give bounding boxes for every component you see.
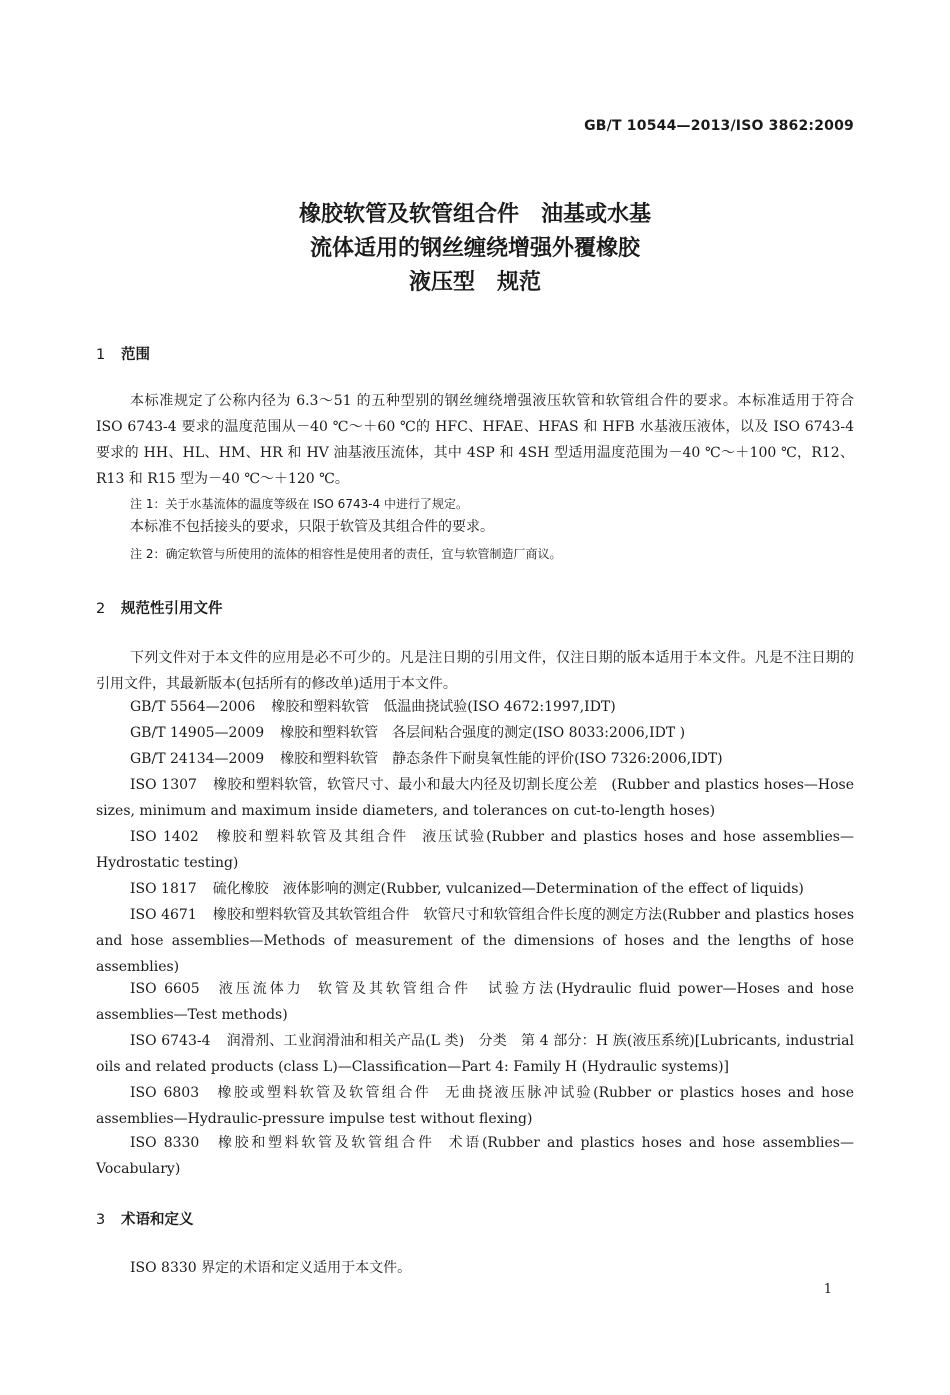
reference-cn-title: 橡胶和塑料软管及软管组合件	[215, 1135, 435, 1151]
reference-rest: 低温曲挠试验(ISO 4672:1997,IDT)	[383, 699, 616, 715]
reference-code: GB/T 24134—2009	[130, 751, 265, 767]
section-1-heading	[96, 343, 150, 364]
page-number: 1	[823, 1282, 832, 1297]
section-1-number: 1	[96, 347, 106, 363]
reference-rest: 液体影响的测定(Rubber, vulcanized—Determination of the effect of liquids)	[282, 881, 804, 897]
section-3-title: 术语和定义	[121, 1212, 194, 1228]
section-1-note-1: 注 1：关于水基流体的温度等级在 ISO 6743-4 中进行了规定。	[130, 497, 468, 511]
reference-rest: 液压试验(Rubber and plastics hoses and hose assemblies—Hydrostatic testing)	[96, 829, 854, 871]
reference-cn-title: 橡胶和塑料软管	[280, 751, 379, 767]
reference-rest: 软管及其软管组合件 试验方法(Hydraulic fluid power—Hoses and hose assemblies—Test methods)	[96, 981, 854, 1023]
title-line-1: 橡胶软管及软管组合件 油基或水基	[298, 202, 651, 227]
reference-item	[96, 720, 854, 746]
reference-cn-title: 橡胶和塑料软管	[271, 699, 370, 715]
section-3-number: 3	[96, 1212, 106, 1228]
reference-code: ISO 1402	[130, 829, 199, 845]
reference-code: ISO 6743-4	[130, 1033, 211, 1049]
reference-cn-title: 润滑剂、工业润滑油和相关产品(L 类) 分类	[226, 1033, 507, 1049]
reference-rest: 术语(Rubber and plastics hoses and hose assemblies—Vocabulary)	[96, 1135, 854, 1177]
reference-item	[96, 694, 854, 720]
reference-rest: 无曲挠液压脉冲试验(Rubber or plastics hoses and hose assemblies—Hydraulic-pressure impulse test without flexing)	[96, 1085, 855, 1127]
document-title	[0, 198, 950, 300]
reference-item	[96, 976, 854, 1028]
standard-number: GB/T 10544—2013/ISO 3862:2009	[584, 118, 854, 134]
reference-item	[96, 902, 854, 980]
reference-rest: 各层间粘合强度的测定(ISO 8033:2006,IDT )	[392, 725, 686, 741]
title-line-2: 流体适用的钢丝缠绕增强外覆橡胶	[309, 236, 640, 261]
reference-code: ISO 8330	[130, 1135, 200, 1151]
title-line-3: 液压型 规范	[408, 270, 541, 295]
reference-code: ISO 1817	[130, 881, 197, 897]
reference-code: GB/T 5564—2006	[130, 699, 256, 715]
reference-rest: 第 4 部分：H 族(液压系统)[Lubricants, industrial oils and related products (class L)—Classification—Part 4: Family H (Hydraulic systems)]	[96, 1033, 854, 1075]
reference-code: ISO 6605	[130, 981, 200, 997]
section-3-heading	[96, 1208, 194, 1229]
reference-item	[96, 1028, 854, 1080]
reference-cn-title: 橡胶和塑料软管及其软管组合件	[212, 907, 410, 923]
reference-cn-title: 橡胶或塑料软管及软管组合件	[215, 1085, 432, 1101]
reference-rest: (Rubber and plastics hoses—Hose sizes, minimum and maximum inside diameters, and tolerances on cut-to-length hoses)	[96, 777, 855, 819]
reference-item	[96, 746, 854, 772]
reference-rest: 静态条件下耐臭氧性能的评价(ISO 7326:2006,IDT)	[392, 751, 723, 767]
reference-cn-title: 橡胶和塑料软管，软管尺寸、最小和最大内径及切割长度公差	[212, 777, 598, 793]
section-1-paragraph-2: 本标准不包括接头的要求，只限于软管及其组合件的要求。	[130, 519, 494, 535]
reference-code: ISO 4671	[130, 907, 197, 923]
reference-item	[96, 824, 854, 876]
reference-code: ISO 6803	[130, 1085, 200, 1101]
reference-item	[96, 1080, 854, 1132]
reference-item	[96, 876, 854, 902]
reference-code: GB/T 14905—2009	[130, 725, 265, 741]
section-2-intro: 下列文件对于本文件的应用是必不可少的。凡是注日期的引用文件，仅注日期的版本适用于本文件。凡是不注日期的引用文件，其最新版本(包括所有的修改单)适用于本文件。	[96, 650, 854, 692]
reference-cn-title: 橡胶和塑料软管	[280, 725, 379, 741]
reference-code: ISO 1307	[130, 777, 197, 793]
section-2-heading	[96, 597, 223, 618]
reference-cn-title: 橡胶和塑料软管及其组合件	[214, 829, 409, 845]
section-2-title: 规范性引用文件	[121, 601, 223, 617]
reference-rest: 软管尺寸和软管组合件长度的测定方法(Rubber and plastics hoses and hose assemblies—Methods of measurement of the dimensions of hoses and the lengths of hose assemblies)	[96, 907, 855, 975]
section-2-number: 2	[96, 601, 106, 617]
section-1-note-2: 注 2：确定软管与所使用的流体的相容性是使用者的责任，宜与软管制造厂商议。	[130, 547, 562, 561]
reference-cn-title: 硫化橡胶	[212, 881, 269, 897]
section-1-paragraph-1: 本标准规定了公称内径为 6.3～51 的五种型别的钢丝缠绕增强液压软管和软管组合件的要求。本标准适用于符合 ISO 6743-4 要求的温度范围从－40 ℃～＋60 ℃的 HFC、HFAE、HFAS 和 HFB 水基液压液体，以及 ISO 6743-4 要求的 HH、HL、HM、HR 和 HV 油基液压流体，其中 4SP 和 4SH 型适用温度范围为－40 ℃～＋100 ℃，R12、R13 和 R15 型为－40 ℃～＋120 ℃。	[96, 393, 854, 487]
reference-item	[96, 1130, 854, 1182]
section-1-title: 范围	[121, 347, 150, 363]
reference-cn-title: 液压流体力	[215, 981, 304, 997]
reference-item	[96, 772, 854, 824]
section-3-paragraph: ISO 8330 界定的术语和定义适用于本文件。	[130, 1260, 412, 1276]
